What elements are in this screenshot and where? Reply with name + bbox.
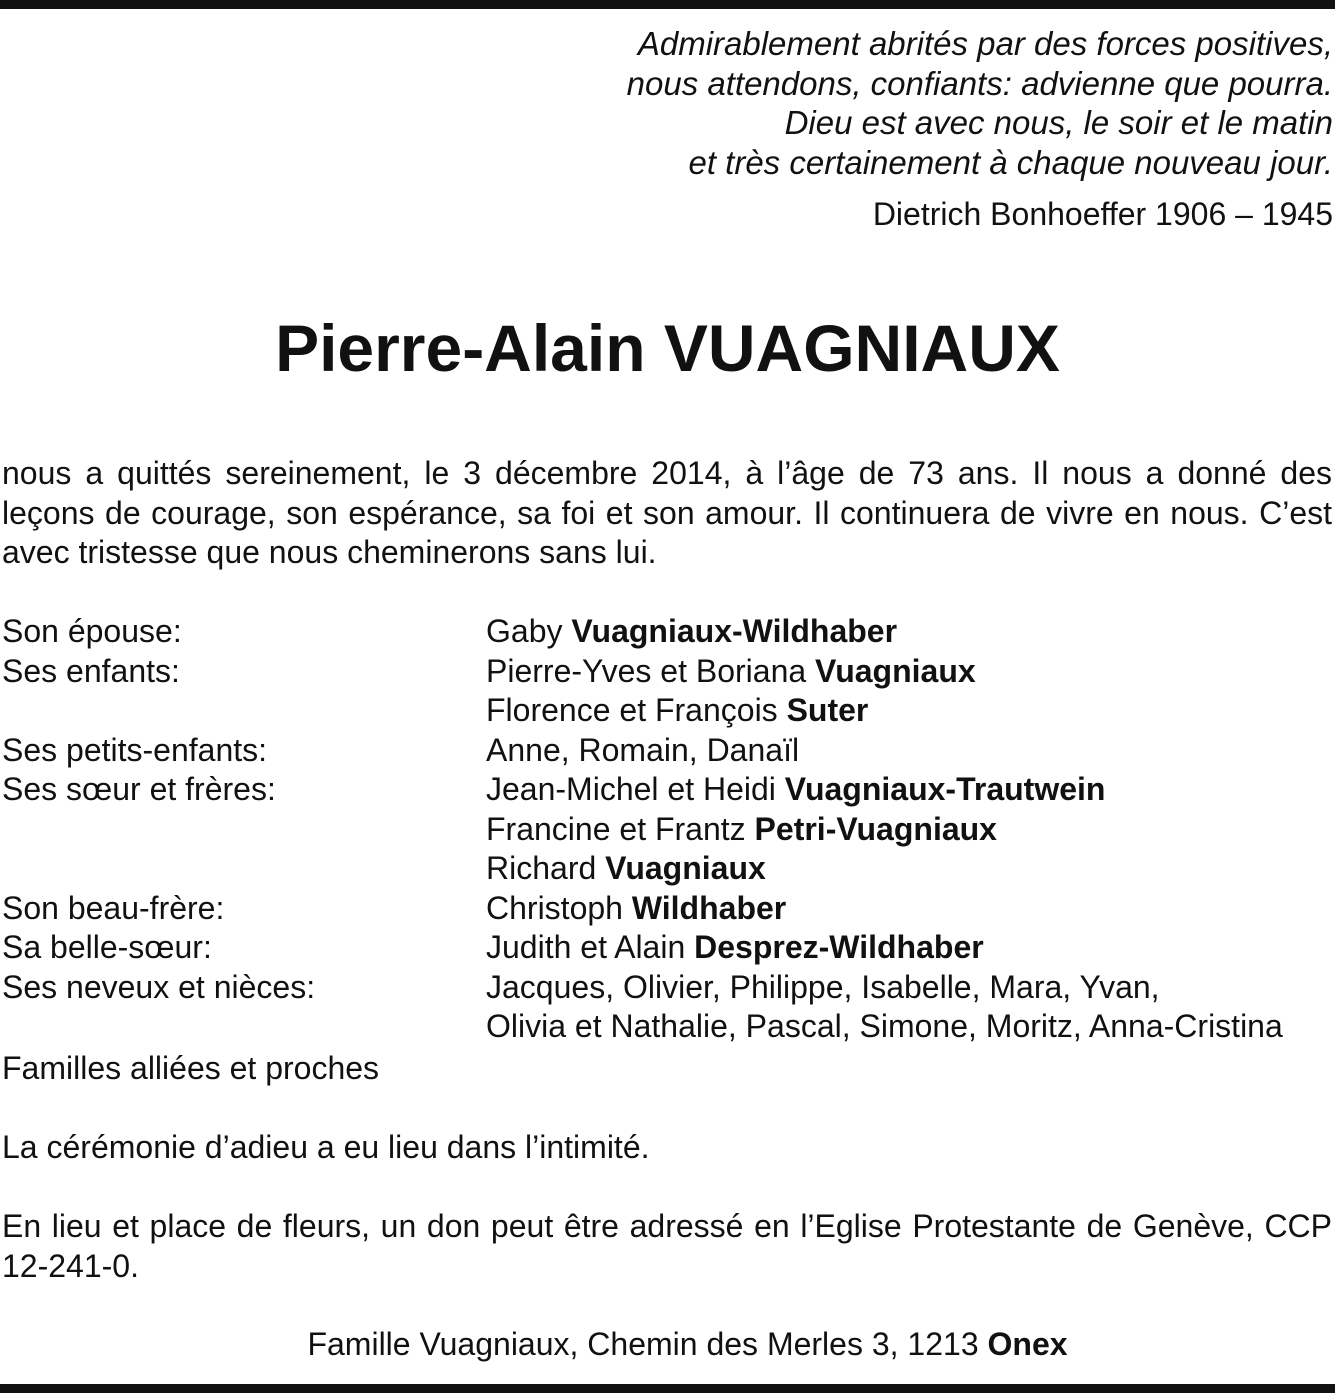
epigraph-quote: [433, 24, 1333, 182]
family-address: [0, 1324, 1335, 1364]
relative-names: [486, 889, 786, 929]
family-row: [2, 612, 1334, 652]
given-names: Francine et Frantz: [486, 810, 755, 847]
family-row: [2, 968, 1334, 1008]
given-names: Jacques, Olivier, Philippe, Isabelle, Mara, Yvan,: [486, 968, 1160, 1005]
family-row: [2, 770, 1334, 810]
surname: Petri-Vuagniaux: [754, 810, 997, 847]
given-names: Judith et Alain: [486, 929, 695, 965]
deceased-name: Pierre-Alain VUAGNIAUX: [275, 311, 1060, 385]
given-names: Anne, Romain, Danaïl: [486, 731, 800, 768]
surname: Vuagniaux: [605, 850, 766, 886]
relative-names: [486, 731, 799, 771]
surname: Suter: [786, 692, 869, 728]
surname: Vuagniaux-Trautwein: [784, 771, 1106, 807]
relation-label: Son épouse:: [2, 613, 182, 649]
relation-label: Ses petits-enfants:: [2, 731, 268, 768]
quote-author: Dietrich Bonhoeffer 1906 – 1945: [872, 196, 1333, 232]
surname: Vuagniaux: [815, 652, 976, 689]
intro-paragraph: nous a quittés sereinement, le 3 décembre 2014, à l’âge de 73 ans. Il nous a donné des leçons de courage, son espérance, sa foi et son amour. Il continuera de vivre en nous. C’est avec tristesse que nous cheminerons sans lui.: [2, 455, 1332, 570]
quote-line: Dieu est avec nous, le soir et le matin: [784, 104, 1333, 141]
address-text: Famille Vuagniaux, Chemin des Merles 3, 1213: [307, 1326, 988, 1362]
family-row: [2, 1007, 1334, 1047]
top-rule: [0, 0, 1335, 9]
given-names: Olivia et Nathalie, Pascal, Simone, Moritz, Anna-Cristina: [486, 1008, 1283, 1044]
family-list: [2, 612, 1334, 1047]
family-row: [2, 810, 1334, 850]
surname: Desprez-Wildhaber: [694, 929, 984, 965]
relation-label: Ses neveux et nièces:: [2, 968, 316, 1005]
relation-label: [2, 1007, 486, 1047]
relative-names: [486, 928, 984, 968]
relation-label: Sa belle-sœur:: [2, 929, 212, 965]
quote-line: Admirablement abrités par des forces positives,: [637, 25, 1333, 62]
family-row: [2, 652, 1334, 692]
surname: Wildhaber: [631, 889, 787, 926]
relation-label: [2, 810, 486, 850]
family-row: [2, 849, 1334, 889]
family-row: [2, 889, 1334, 929]
relation-label: Son beau-frère:: [2, 889, 225, 926]
quote-line: nous attendons, confiants: advienne que pourra.: [626, 64, 1333, 102]
relative-names: [486, 770, 1105, 810]
surname: Vuagniaux-Wildhaber: [571, 613, 898, 649]
bottom-rule: [0, 1384, 1335, 1393]
given-names: Pierre-Yves et Boriana: [486, 652, 816, 689]
relative-names: [486, 810, 997, 850]
family-row: [2, 691, 1334, 731]
quote-line: et très certainement à chaque nouveau jour.: [688, 143, 1333, 181]
allied-families-line: Familles alliées et proches: [2, 1050, 380, 1086]
relative-names: [486, 968, 1160, 1008]
relative-names: [486, 1007, 1283, 1047]
donation-notice: En lieu et place de fleurs, un don peut être adressé en l’Eglise Protestante de Genève, CCP 12-241-0.: [2, 1208, 1332, 1284]
relation-label: Ses enfants:: [2, 652, 180, 689]
relative-names: [486, 691, 868, 731]
given-names: Richard: [486, 850, 606, 886]
relative-names: [486, 652, 976, 692]
family-row: [2, 928, 1334, 968]
given-names: Jean-Michel et Heidi: [486, 771, 785, 807]
given-names: Christoph: [486, 889, 632, 926]
ceremony-notice: La cérémonie d’adieu a eu lieu dans l’intimité.: [2, 1129, 650, 1165]
relation-label: [2, 691, 486, 731]
relative-names: [486, 612, 897, 652]
relative-names: [486, 849, 766, 889]
family-row: [2, 731, 1334, 771]
address-city: Onex: [987, 1326, 1068, 1362]
given-names: Gaby: [486, 613, 572, 649]
relation-label: [2, 849, 486, 889]
given-names: Florence et François: [486, 692, 787, 728]
relation-label: Ses sœur et frères:: [2, 771, 276, 807]
